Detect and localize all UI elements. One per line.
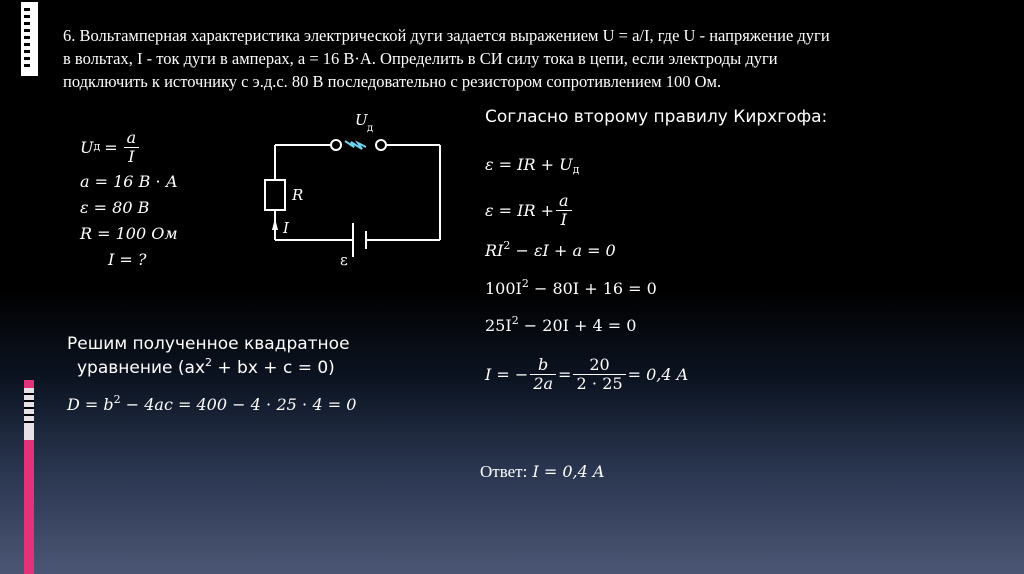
given-i: I = ?: [108, 250, 147, 269]
given-u-formula: U д = $\frac{a}{I}$: [80, 125, 178, 169]
problem-line-2: в вольтах, I - ток дуги в амперах, a = 16 В·А. Определить в СИ силу тока в цепи, если электроды дуги: [63, 49, 778, 68]
answer-value: I = 0,4 A: [532, 462, 605, 481]
given-emf: ε = 80 В: [80, 198, 150, 217]
circuit-r-label: R: [292, 186, 304, 204]
equation-2: ε = IR + $\frac{a}{I}$: [485, 184, 688, 236]
problem-statement: [63, 24, 830, 93]
kirchhoff-title: Согласно второму правилу Кирхгофа:: [485, 107, 828, 127]
problem-line-3: подключить к источнику с э.д.с. 80 В последовательно с резистором сопротивлением 100 Ом.: [63, 72, 722, 91]
problem-line-1: 6. Вольтамперная характеристика электрической дуги задается выражением U = a/I, где U - напряжение дуги: [63, 26, 830, 45]
equation-6: I = − $\frac{b}{2a}$ = $\frac{20}{2 \cdot 25}$ = 0,4 A: [485, 354, 689, 393]
given-r: R = 100 Ом: [80, 224, 178, 243]
discriminant: $D = b^2 - 4ac = 400 - 4 \cdot 25 \cdot 4 = 0$: [67, 393, 357, 414]
equation-4: $100I^2 - 80I + 16 = 0$: [485, 277, 657, 298]
equations-column: [485, 152, 688, 403]
circuit-emf-label: ε: [340, 251, 348, 269]
circuit-i-label: I: [283, 219, 289, 237]
given-fraction: $\frac{a}{I}$: [124, 129, 140, 166]
given-block: [80, 125, 178, 273]
side-strip-lower-gaps: [24, 388, 34, 428]
quadratic-line-1: Решим полученное квадратное: [67, 334, 350, 354]
side-strip-top-gaps: [24, 8, 30, 70]
equation-1: ε = IR + $U_д$: [485, 155, 580, 176]
answer-label: Ответ:: [480, 462, 528, 481]
equation-3: $RI^2 - \varepsilon I + a = 0$: [485, 239, 616, 260]
quadratic-intro: [67, 332, 350, 380]
answer: [480, 460, 604, 483]
circuit-ud-sub: д: [367, 123, 374, 134]
given-a: a = 16 В ⋅ A: [80, 172, 178, 191]
arc-spark-icon: [345, 141, 366, 149]
quadratic-line-2: уравнение ($ax^2$ + bx + c = 0): [77, 356, 335, 378]
equation-5: $25I^2 - 20I + 4 = 0$: [485, 314, 637, 335]
circuit-diagram: [250, 105, 460, 275]
circuit-ud-label: U: [355, 111, 368, 129]
